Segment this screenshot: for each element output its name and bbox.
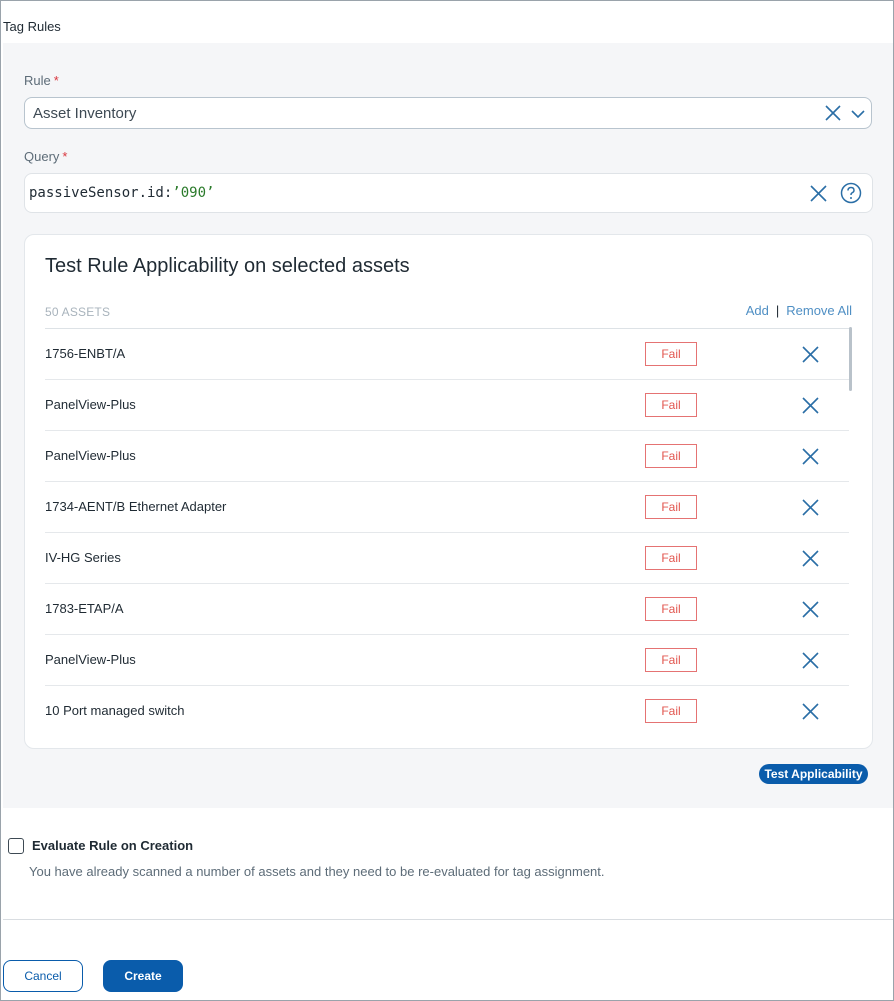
status-badge: Fail bbox=[645, 648, 697, 672]
list-item bbox=[45, 482, 849, 533]
query-label-text: Query bbox=[24, 149, 60, 164]
card-title: Test Rule Applicability on selected assets bbox=[45, 255, 410, 277]
list-item bbox=[45, 584, 849, 635]
status-badge: Fail bbox=[645, 342, 697, 366]
query-field-label bbox=[24, 149, 67, 164]
status-badge: Fail bbox=[645, 546, 697, 570]
status-badge: Fail bbox=[645, 495, 697, 519]
rule-label-text: Rule bbox=[24, 73, 51, 88]
add-assets-link[interactable]: Add bbox=[745, 303, 769, 318]
query-key: passiveSensor.id: bbox=[29, 185, 173, 201]
remove-asset-icon[interactable] bbox=[802, 550, 819, 567]
status-badge: Fail bbox=[645, 393, 697, 417]
asset-name: 1783-ETAP/A bbox=[45, 601, 124, 616]
list-actions bbox=[746, 303, 852, 318]
close-icon[interactable] bbox=[810, 185, 827, 202]
evaluate-rule-help-text: You have already scanned a number of assets and they need to be re-evaluated for tag assignment. bbox=[29, 864, 605, 879]
asset-name: PanelView-Plus bbox=[45, 448, 136, 463]
remove-asset-icon[interactable] bbox=[802, 448, 819, 465]
status-badge: Fail bbox=[645, 699, 697, 723]
separator: | bbox=[775, 303, 780, 318]
asset-name: PanelView-Plus bbox=[45, 652, 136, 667]
query-value: ’090’ bbox=[172, 185, 215, 201]
remove-asset-icon[interactable] bbox=[802, 652, 819, 669]
list-item bbox=[45, 533, 849, 584]
remove-asset-icon[interactable] bbox=[802, 346, 819, 363]
remove-asset-icon[interactable] bbox=[802, 499, 819, 516]
asset-name: 1756-ENBT/A bbox=[45, 346, 126, 361]
query-text bbox=[29, 185, 214, 201]
asset-list bbox=[45, 328, 849, 736]
evaluate-rule-checkbox[interactable] bbox=[8, 838, 24, 854]
help-circle-icon[interactable] bbox=[840, 182, 862, 204]
chevron-down-icon[interactable] bbox=[851, 107, 865, 119]
close-icon[interactable] bbox=[825, 105, 841, 121]
rule-field-label bbox=[24, 73, 59, 88]
status-badge: Fail bbox=[645, 444, 697, 468]
footer-divider bbox=[3, 919, 893, 920]
required-mark: * bbox=[53, 73, 59, 88]
list-item bbox=[45, 380, 849, 431]
list-item bbox=[45, 635, 849, 686]
dialog-title: Tag Rules bbox=[3, 19, 61, 34]
rule-select[interactable] bbox=[24, 97, 872, 129]
remove-asset-icon[interactable] bbox=[802, 397, 819, 414]
remove-asset-icon[interactable] bbox=[802, 601, 819, 618]
list-item bbox=[45, 329, 849, 380]
test-applicability-card bbox=[24, 234, 873, 749]
test-applicability-button[interactable]: Test Applicability bbox=[759, 764, 868, 784]
required-mark: * bbox=[62, 149, 68, 164]
asset-count: 50 ASSETS bbox=[45, 305, 111, 319]
query-input[interactable] bbox=[24, 173, 873, 213]
asset-name: 10 Port managed switch bbox=[45, 703, 185, 718]
list-item bbox=[45, 431, 849, 482]
list-item bbox=[45, 686, 849, 736]
remove-asset-icon[interactable] bbox=[802, 703, 819, 720]
status-badge: Fail bbox=[645, 597, 697, 621]
evaluate-rule-label[interactable]: Evaluate Rule on Creation bbox=[32, 838, 194, 853]
cancel-button[interactable]: Cancel bbox=[3, 960, 83, 992]
asset-name: 1734-AENT/B Ethernet Adapter bbox=[45, 499, 227, 514]
rule-select-value: Asset Inventory bbox=[33, 105, 137, 122]
asset-name: PanelView-Plus bbox=[45, 397, 136, 412]
asset-list-scrollbar[interactable] bbox=[849, 327, 852, 391]
remove-all-link[interactable]: Remove All bbox=[786, 303, 852, 318]
create-button[interactable]: Create bbox=[103, 960, 183, 992]
asset-name: IV-HG Series bbox=[45, 550, 121, 565]
